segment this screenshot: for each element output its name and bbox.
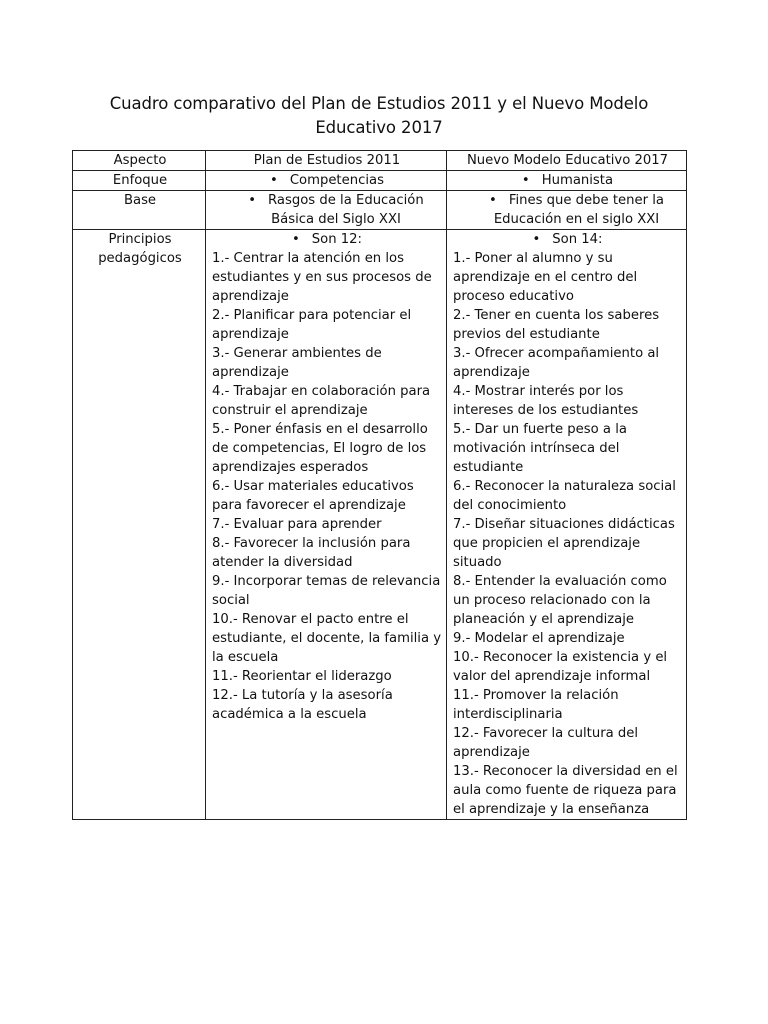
- bullet-item: [453, 171, 682, 190]
- bullet-item: [453, 191, 682, 229]
- bullet-icon: •: [489, 193, 497, 208]
- row-base: [73, 191, 687, 230]
- row-enfoque: [73, 171, 687, 191]
- list-item: 10.- Renovar el pacto entre el estudiante, el docente, la familia y la escuela: [212, 612, 442, 665]
- label-principios: Principios pedagógicos: [73, 230, 206, 820]
- bullet-item: [212, 191, 442, 229]
- cell-principios-2011: [206, 230, 447, 820]
- header-plan-2011: Plan de Estudios 2011: [206, 151, 447, 171]
- list-item: 6.- Usar materiales educativos para favorecer el aprendizaje: [212, 479, 414, 513]
- cell-enfoque-2011: [206, 171, 447, 191]
- cell-principios-2017: [447, 230, 687, 820]
- bullet-item: [453, 230, 682, 249]
- list-item: 8.- Favorecer la inclusión para atender la diversidad: [212, 536, 411, 570]
- list-item: 1.- Poner al alumno y su aprendizaje en el centro del proceso educativo: [453, 251, 638, 304]
- header-row: [73, 151, 687, 171]
- header-aspecto: Aspecto: [73, 151, 206, 171]
- list-item: 2.- Planificar para potenciar el aprendizaje: [212, 308, 412, 342]
- list-item: 9.- Modelar el aprendizaje: [453, 631, 625, 646]
- label-base: Base: [73, 191, 206, 230]
- title-line-1: Cuadro comparativo del Plan de Estudios 2011 y el Nuevo Modelo: [109, 94, 649, 113]
- bullet-icon: •: [521, 173, 530, 188]
- list-item: 9.- Incorporar temas de relevancia social: [212, 574, 441, 608]
- base-2011-text: Rasgos de la Educación Básica del Siglo XXI: [268, 193, 424, 227]
- principios-2017-list: [453, 249, 682, 819]
- list-item: 7.- Diseñar situaciones didácticas que propicien el aprendizaje situado: [453, 517, 675, 570]
- list-item: 4.- Trabajar en colaboración para construir el aprendizaje: [212, 384, 431, 418]
- list-item: 3.- Ofrecer acompañamiento al aprendizaje: [453, 346, 660, 380]
- page-title: [72, 92, 686, 140]
- comparison-table: [72, 150, 687, 820]
- enfoque-2011-text: Competencias: [289, 173, 384, 188]
- principios-2011-intro: Son 12:: [311, 232, 362, 247]
- list-item: 4.- Mostrar interés por los intereses de los estudiantes: [453, 384, 639, 418]
- cell-enfoque-2017: [447, 171, 687, 191]
- list-item: 3.- Generar ambientes de aprendizaje: [212, 346, 382, 380]
- bullet-icon: •: [532, 232, 541, 247]
- row-principios: [73, 230, 687, 820]
- list-item: 2.- Tener en cuenta los saberes previos del estudiante: [453, 308, 660, 342]
- enfoque-2017-text: Humanista: [541, 173, 614, 188]
- header-modelo-2017: Nuevo Modelo Educativo 2017: [447, 151, 687, 171]
- list-item: 8.- Entender la evaluación como un proceso relacionado con la planeación y el aprendizaje: [453, 574, 667, 627]
- principios-2017-intro: Son 14:: [552, 232, 603, 247]
- list-item: 6.- Reconocer la naturaleza social del conocimiento: [453, 479, 676, 513]
- title-line-2: Educativo 2017: [315, 118, 443, 137]
- list-item: 7.- Evaluar para aprender: [212, 517, 382, 532]
- list-item: 1.- Centrar la atención en los estudiantes y en sus procesos de aprendizaje: [212, 251, 432, 304]
- list-item: 11.- Promover la relación interdisciplinaria: [453, 688, 619, 722]
- list-item: 11.- Reorientar el liderazgo: [212, 669, 392, 684]
- list-item: 12.- Favorecer la cultura del aprendizaje: [453, 726, 639, 760]
- bullet-item: [212, 171, 442, 190]
- bullet-icon: •: [270, 173, 278, 188]
- cell-base-2017: [447, 191, 687, 230]
- label-enfoque: Enfoque: [73, 171, 206, 191]
- bullet-icon: •: [292, 232, 300, 247]
- list-item: 5.- Dar un fuerte peso a la motivación intrínseca del estudiante: [453, 422, 627, 475]
- principios-2011-list: [212, 249, 442, 724]
- base-2017-text: Fines que debe tener la Educación en el siglo XXI: [493, 193, 664, 227]
- list-item: 5.- Poner énfasis en el desarrollo de competencias, El logro de los aprendizajes esperados: [212, 422, 428, 475]
- list-item: 12.- La tutoría y la asesoría académica a la escuela: [212, 688, 393, 722]
- list-item: 13.- Reconocer la diversidad en el aula como fuente de riqueza para el aprendizaje y la enseñanza: [453, 764, 678, 817]
- bullet-item: [212, 230, 442, 249]
- list-item: 10.- Reconocer la existencia y el valor del aprendizaje informal: [453, 650, 668, 684]
- cell-base-2011: [206, 191, 447, 230]
- bullet-icon: •: [248, 193, 257, 208]
